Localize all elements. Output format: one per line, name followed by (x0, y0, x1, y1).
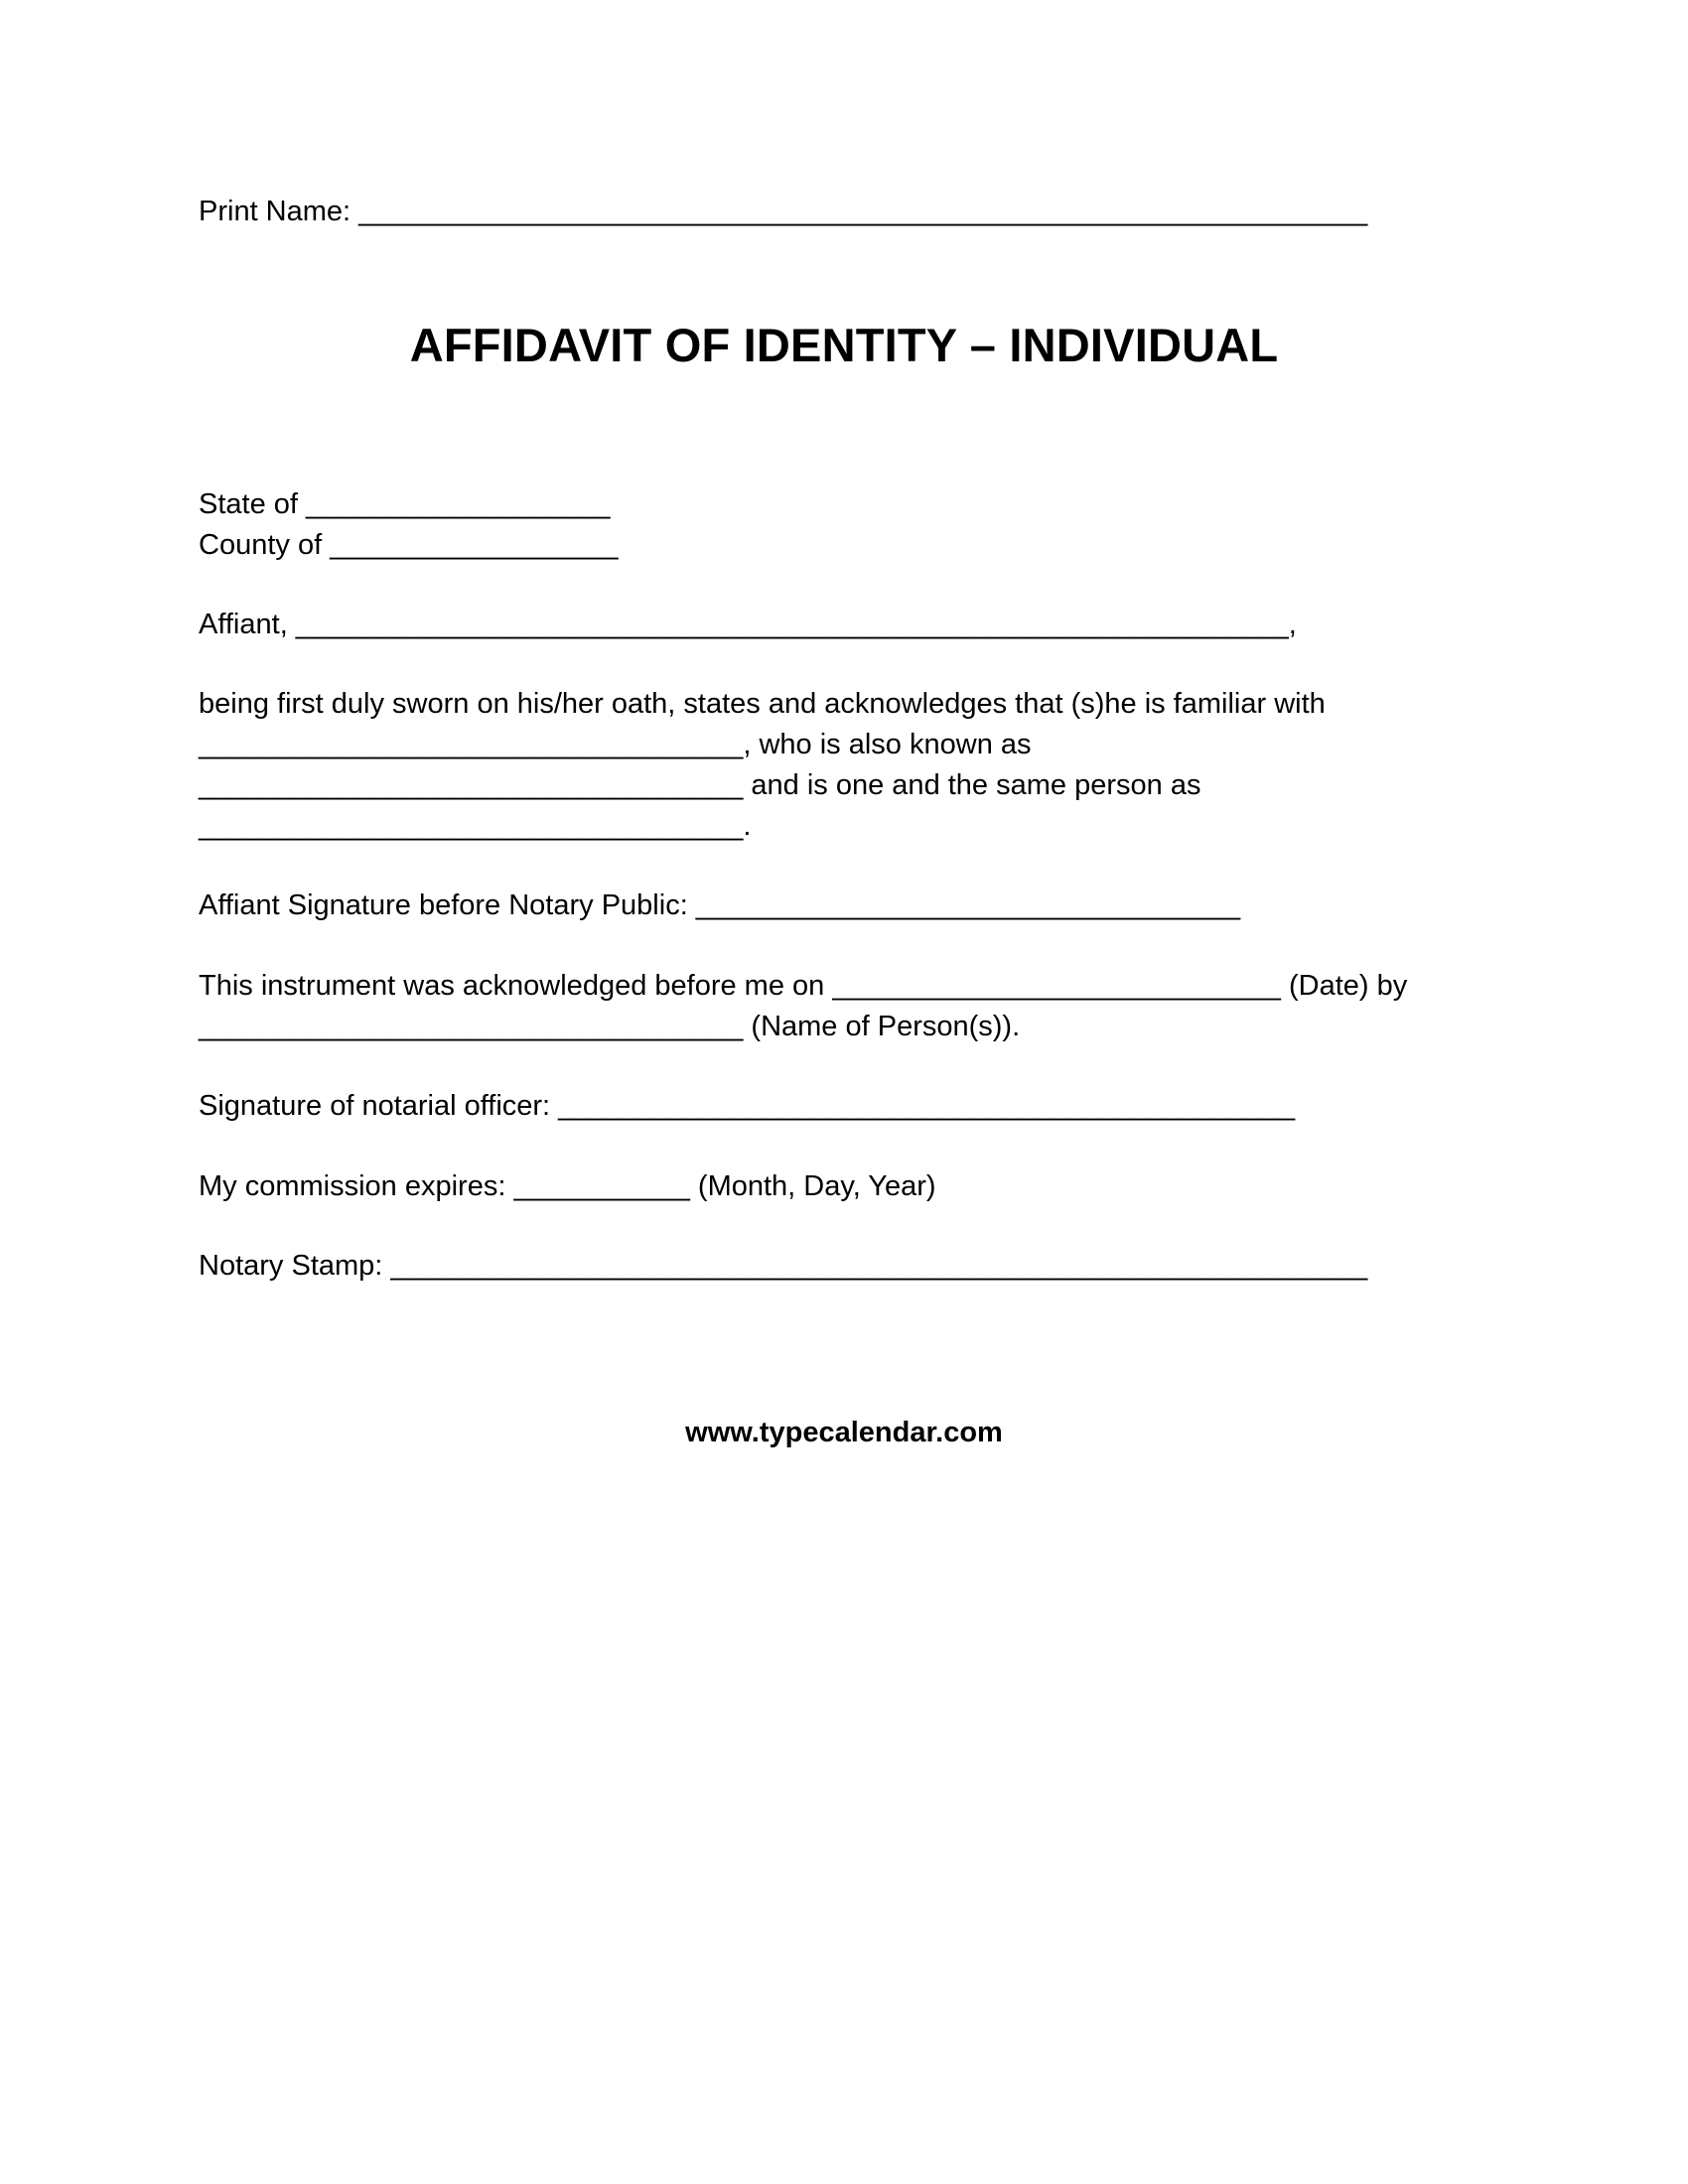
state-line: State of ___________________ (199, 488, 611, 520)
commission-expires-line: My commission expires: ___________ (Month, Day, Year) (199, 1170, 936, 1202)
oath-statement-line-3: __________________________________ and is one and the same person as (199, 769, 1201, 801)
affiant-line: Affiant, ______________________________________________________________, (199, 609, 1297, 640)
oath-statement-line-1: being first duly sworn on his/her oath, states and acknowledges that (s)he is familiar with (199, 688, 1326, 720)
document-title: AFFIDAVIT OF IDENTITY – INDIVIDUAL (409, 319, 1279, 371)
footer-website-url: www.typecalendar.com (685, 1417, 1003, 1448)
oath-statement-line-2: __________________________________, who is also known as (199, 729, 1032, 760)
affiant-signature-line: Affiant Signature before Notary Public: __________________________________ (199, 889, 1241, 921)
notarial-officer-signature-line: Signature of notarial officer: ______________________________________________ (199, 1090, 1296, 1122)
acknowledgment-line-2: __________________________________ (Name of Person(s)). (199, 1011, 1021, 1042)
notary-stamp-line: Notary Stamp: _____________________________________________________________ (199, 1250, 1368, 1282)
print-name-line: Print Name: _______________________________________________________________ (199, 196, 1368, 227)
acknowledgment-line-1: This instrument was acknowledged before me on ____________________________ (Date) by (199, 970, 1408, 1002)
oath-statement-line-4: __________________________________. (199, 810, 752, 842)
county-line: County of __________________ (199, 529, 619, 561)
